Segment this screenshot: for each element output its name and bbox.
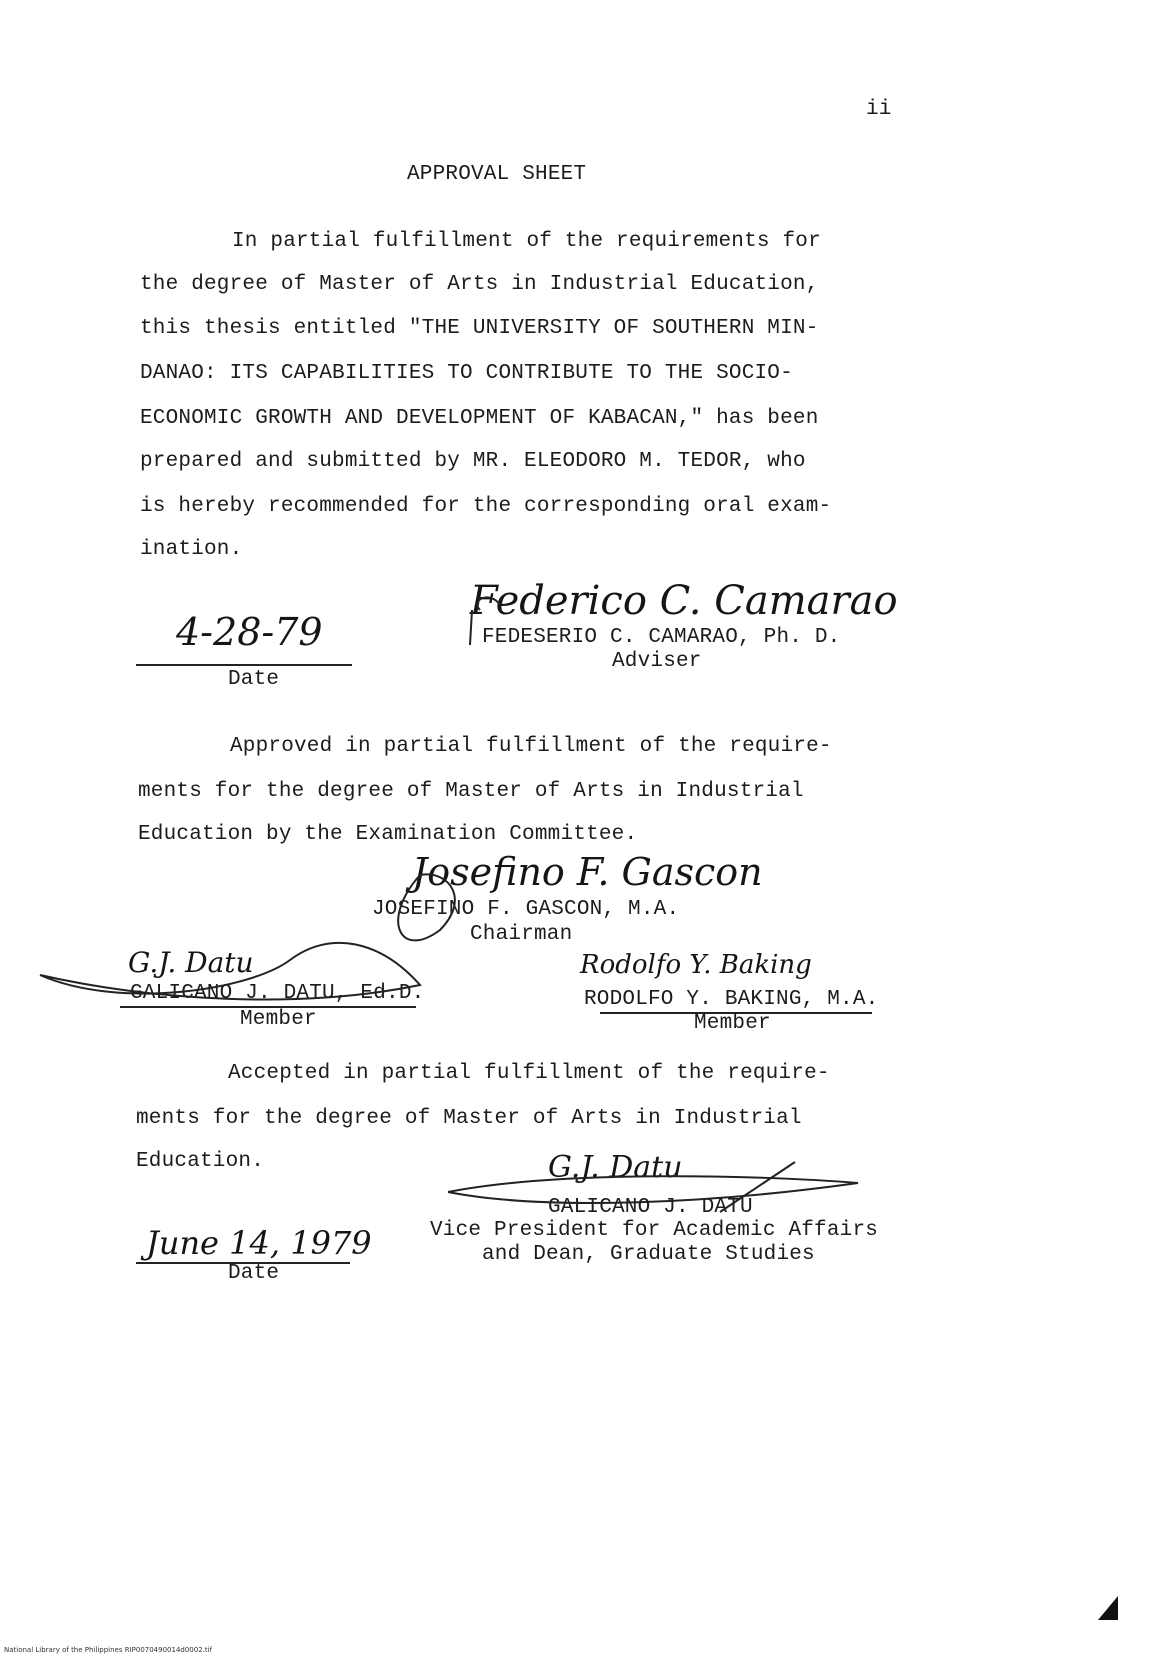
corner-mark	[1098, 1596, 1118, 1620]
dean-date-label: Date	[228, 1262, 280, 1285]
member-left-name: GALICANO J. DATU, Ed.D.	[130, 982, 425, 1005]
page-title: APPROVAL SHEET	[407, 163, 587, 186]
adviser-date-label: Date	[228, 668, 280, 691]
dean-pen-stroke	[720, 1162, 795, 1212]
paragraph-line: Approved in partial fulfillment of the require-	[230, 735, 832, 758]
dean-name: GALICANO J. DATU	[548, 1196, 753, 1219]
member-right-signature: Rodolfo Y. Baking	[580, 950, 812, 980]
adviser-signature: Federico C. Camarao	[470, 578, 898, 624]
dean-pen-loop	[448, 1176, 858, 1203]
paragraph-line: Education by the Examination Committee.	[138, 823, 638, 846]
dean-signature: G.J. Datu	[548, 1150, 683, 1185]
chairman-pen-loop	[398, 874, 455, 940]
paragraph-line: ination.	[140, 538, 243, 561]
paragraph-line: is hereby recommended for the corresponding oral exam-	[140, 495, 832, 518]
member-left-pen-loop	[40, 943, 420, 1000]
chairman-role: Chairman	[470, 923, 573, 946]
paragraph-line: ments for the degree of Master of Arts in Industrial	[138, 780, 804, 803]
page-number: ii	[866, 98, 892, 121]
footer-note: National Library of the Philippines RIP0070490014d0002.tif	[4, 1646, 213, 1654]
member-right-role: Member	[694, 1012, 771, 1035]
paragraph-line: Education.	[136, 1150, 265, 1173]
paragraph-line: ECONOMIC GROWTH AND DEVELOPMENT OF KABACAN," has been	[140, 407, 819, 430]
dean-role-line2: and Dean, Graduate Studies	[482, 1243, 815, 1266]
paragraph-line: ments for the degree of Master of Arts in Industrial	[136, 1107, 802, 1130]
member-left-signature: G.J. Datu	[128, 946, 254, 979]
paragraph-line: this thesis entitled "THE UNIVERSITY OF SOUTHERN MIN-	[140, 317, 819, 340]
adviser-role: Adviser	[612, 650, 702, 673]
chairman-signature: Josefino F. Gascon	[412, 850, 763, 894]
adviser-date-handwritten: 4-28-79	[176, 610, 323, 654]
member-right-name: RODOLFO Y. BAKING, M.A.	[584, 988, 879, 1011]
chairman-name: JOSEFINO F. GASCON, M.A.	[372, 898, 680, 921]
adviser-name: FEDESERIO C. CAMARAO, Ph. D.	[482, 626, 841, 649]
paragraph-line: In partial fulfillment of the requirements for	[232, 230, 821, 253]
adviser-pen-stroke	[470, 597, 500, 645]
member-left-role: Member	[240, 1008, 317, 1031]
paragraph-line: Accepted in partial fulfillment of the require-	[228, 1062, 830, 1085]
dean-date-handwritten: June 14, 1979	[146, 1224, 372, 1262]
paragraph-line: DANAO: ITS CAPABILITIES TO CONTRIBUTE TO THE SOCIO-	[140, 362, 793, 385]
dean-role-line1: Vice President for Academic Affairs	[430, 1219, 879, 1242]
paragraph-line: the degree of Master of Arts in Industrial Education,	[140, 273, 819, 296]
paragraph-line: prepared and submitted by MR. ELEODORO M. TEDOR, who	[140, 450, 806, 473]
